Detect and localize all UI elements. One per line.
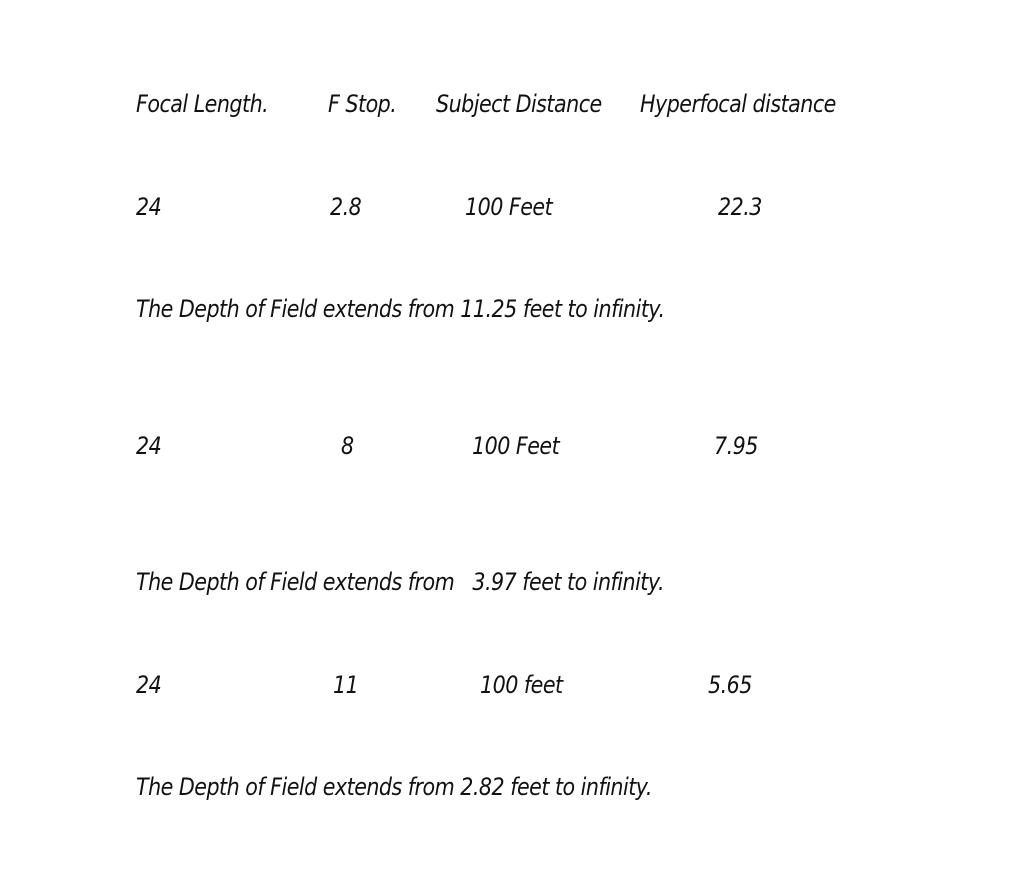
row-2-f-stop: 8 [341,432,354,460]
header-f-stop: F Stop. [328,90,397,118]
header-subject-distance: Subject Distance [436,90,602,118]
row-1-subject-distance: 100 Feet [465,193,553,221]
row-3-summary: The Depth of Field extends from 2.82 feet to infinity. [136,773,652,801]
row-2-focal-length: 24 [136,432,162,460]
row-2-subject-distance: 100 Feet [472,432,560,460]
row-1-focal-length: 24 [136,193,162,221]
row-3-hyperfocal-distance: 5.65 [708,671,752,699]
header-hyperfocal-distance: Hyperfocal distance [640,90,836,118]
data-row-1 [0,192,1024,222]
row-3-focal-length: 24 [136,671,162,699]
data-row-3 [0,670,1024,700]
row-1-summary: The Depth of Field extends from 11.25 feet to infinity. [136,295,665,323]
header-focal-length: Focal Length. [136,90,269,118]
row-1-hyperfocal-distance: 22.3 [718,193,762,221]
row-2-summary: The Depth of Field extends from 3.97 feet to infinity. [136,568,665,596]
row-3-f-stop: 11 [333,671,359,699]
row-2-hyperfocal-distance: 7.95 [714,432,758,460]
row-3-subject-distance: 100 feet [480,671,563,699]
row-1-f-stop: 2.8 [330,193,362,221]
data-row-2 [0,431,1024,461]
